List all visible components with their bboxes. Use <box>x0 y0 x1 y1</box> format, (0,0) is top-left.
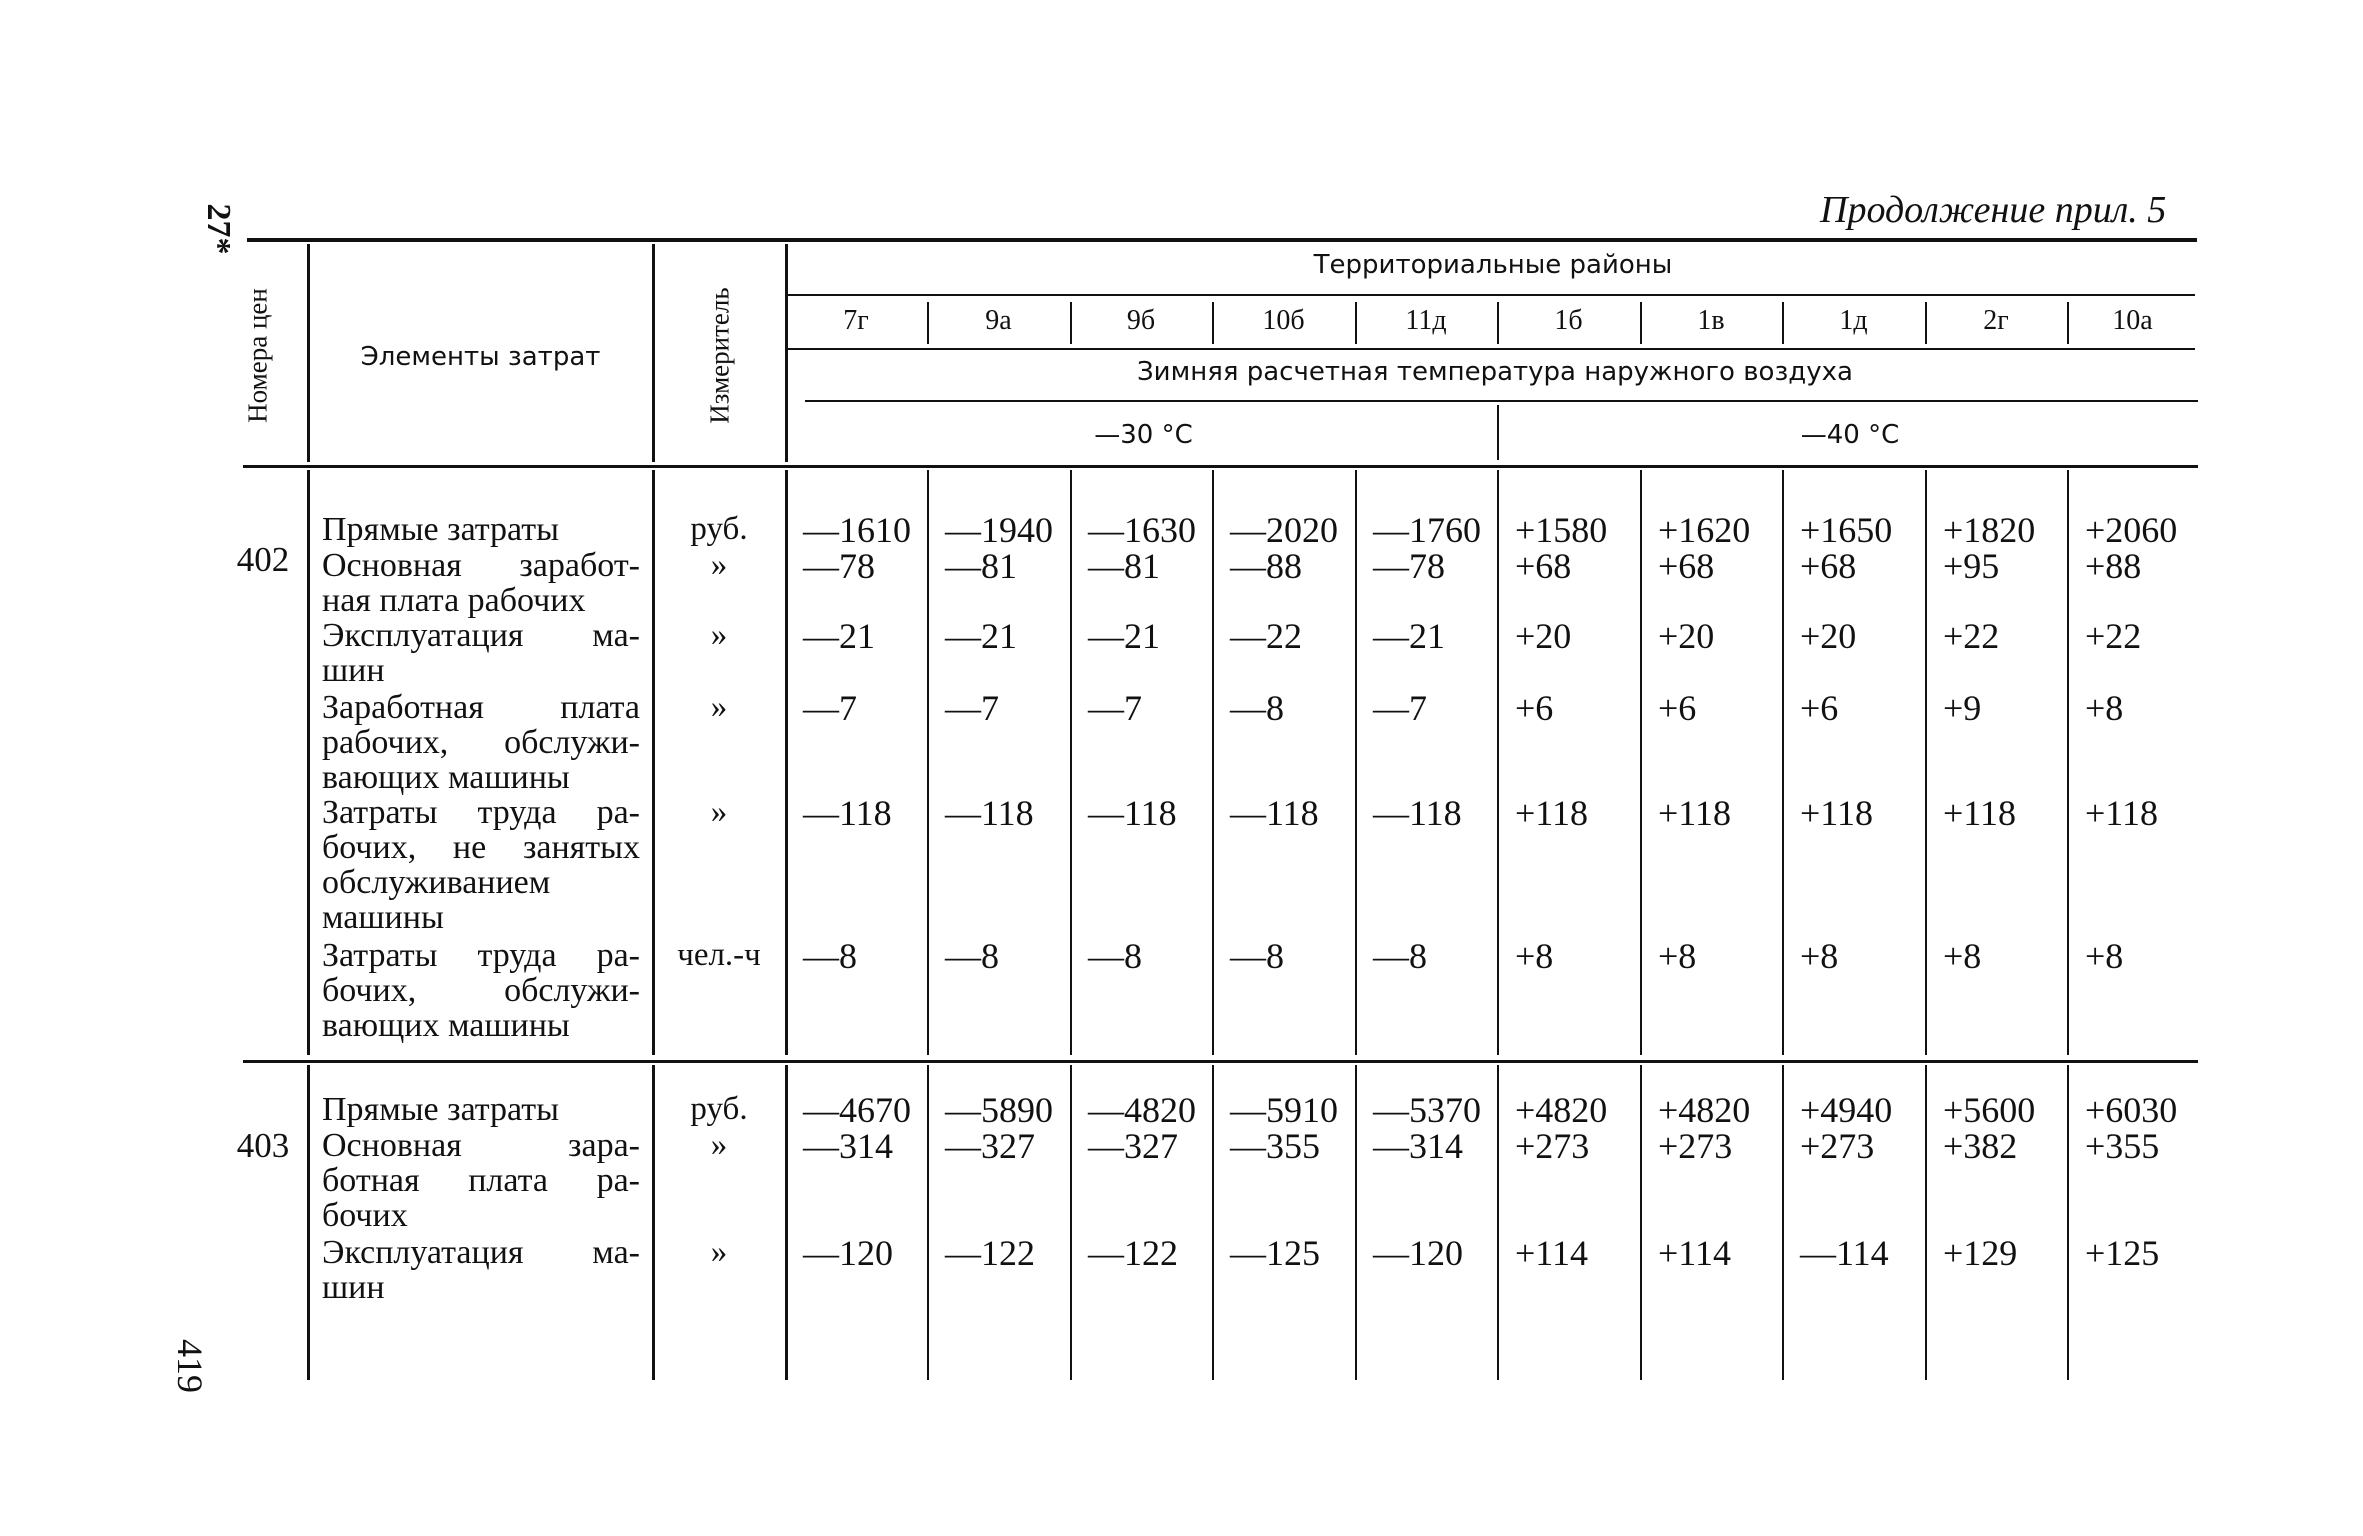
value-cell: —88 <box>1230 546 1302 586</box>
body-col-rule <box>2067 470 2069 1055</box>
value-cell: +114 <box>1515 1233 1588 1273</box>
value-cell: —8 <box>1373 936 1427 976</box>
value-cell: +6 <box>1515 688 1554 728</box>
value-cell: —21 <box>803 616 875 656</box>
value-cell: —114 <box>1800 1233 1889 1273</box>
value-cell: +129 <box>1943 1233 2018 1273</box>
value-cell: —81 <box>945 546 1017 586</box>
value-cell: —21 <box>1088 616 1160 656</box>
cost-element <box>322 795 640 935</box>
value-cell: —4820 <box>1088 1090 1196 1130</box>
value-cell: +1620 <box>1658 510 1751 550</box>
value-cell: —122 <box>945 1233 1035 1273</box>
unit-cell: » <box>710 689 728 725</box>
value-cell: —2020 <box>1230 510 1338 550</box>
value-cell: +273 <box>1658 1126 1733 1166</box>
price-number: 403 <box>236 1126 290 1165</box>
unit-cell: » <box>710 794 728 830</box>
value-cell: +118 <box>1943 793 2016 833</box>
value-cell: +1650 <box>1800 510 1893 550</box>
winter-temp: Зимняя расчетная температура наружного воздуха <box>1137 357 1853 387</box>
value-cell: —22 <box>1230 616 1302 656</box>
side-number-bottom: 419 <box>170 1339 210 1393</box>
value-cell: +8 <box>1943 936 1982 976</box>
value-cell: —21 <box>1373 616 1445 656</box>
value-cell: —118 <box>1373 793 1462 833</box>
value-cell: +355 <box>2085 1126 2160 1166</box>
district-label: 10б <box>1262 305 1305 336</box>
cost-element-line: шин <box>322 652 385 689</box>
value-cell: —314 <box>803 1126 893 1166</box>
district-label: 2г <box>1983 305 2009 336</box>
cost-element-line: вающих машины <box>322 1007 570 1044</box>
value-cell: +118 <box>1800 793 1873 833</box>
body-col-rule <box>1640 470 1642 1055</box>
district-label: 1б <box>1554 305 1583 336</box>
body-col-rule <box>1925 470 1927 1055</box>
body-col-rule <box>2067 1065 2069 1380</box>
value-cell: +8 <box>1515 936 1554 976</box>
body-col-rule <box>1497 1065 1499 1380</box>
value-cell: +22 <box>1943 616 2000 656</box>
unit-cell: » <box>710 617 728 653</box>
value-cell: —120 <box>803 1233 893 1273</box>
cost-element-line: Основная зара- <box>322 1127 640 1164</box>
district-label: 1в <box>1697 305 1725 336</box>
value-cell: —8 <box>945 936 999 976</box>
value-cell: +4940 <box>1800 1090 1893 1130</box>
value-cell: —8 <box>803 936 857 976</box>
value-cell: +9 <box>1943 688 1982 728</box>
body-col-rule <box>307 470 310 1055</box>
cost-element-line: ботная плата ра- <box>322 1162 640 1199</box>
cost-element-line: обслуживанием <box>322 864 551 901</box>
rule-districts <box>785 348 2195 350</box>
cost-element-line: бочих, обслужи- <box>322 972 640 1009</box>
cost-element-line: бочих <box>322 1197 408 1234</box>
cost-element-line: Затраты труда ра- <box>322 794 640 831</box>
price-number: 402 <box>236 540 290 579</box>
cost-element <box>322 1235 640 1305</box>
value-cell: —118 <box>1088 793 1177 833</box>
value-cell: +6030 <box>2085 1090 2178 1130</box>
value-cell: +2060 <box>2085 510 2178 550</box>
value-cell: +8 <box>2085 936 2124 976</box>
value-cell: +22 <box>2085 616 2142 656</box>
cost-element-line: Прямые затраты <box>322 1091 559 1128</box>
value-cell: —7 <box>1088 688 1142 728</box>
cost-element-line: бочих, не занятых <box>322 829 640 866</box>
value-cell: —125 <box>1230 1233 1320 1273</box>
value-cell: +5600 <box>1943 1090 2036 1130</box>
body-col-rule <box>1640 1065 1642 1380</box>
cost-element-line: Прямые затраты <box>322 511 559 548</box>
value-cell: —5910 <box>1230 1090 1338 1130</box>
value-cell: —120 <box>1373 1233 1463 1273</box>
cost-element-line: машины <box>322 899 444 936</box>
value-cell: —8 <box>1230 688 1284 728</box>
col-unit: Измеритель <box>704 287 735 424</box>
district-label: 1д <box>1839 305 1868 336</box>
cost-element <box>322 548 640 618</box>
body-col-rule <box>1355 470 1357 1055</box>
value-cell: +6 <box>1800 688 1839 728</box>
territorial-districts: Территориальные районы <box>1313 250 1673 280</box>
cost-element-line: Затраты труда ра- <box>322 937 640 974</box>
value-cell: +273 <box>1800 1126 1875 1166</box>
district-label: 7г <box>843 305 869 336</box>
value-cell: —5890 <box>945 1090 1053 1130</box>
col-elements: Элементы затрат <box>360 342 601 372</box>
continuation-heading: Продолжение прил. 5 <box>1820 189 2167 231</box>
body-col-rule <box>1070 470 1072 1055</box>
cost-element-line: рабочих, обслужи- <box>322 724 640 761</box>
unit-cell: » <box>710 1234 728 1270</box>
value-cell: —118 <box>803 793 892 833</box>
value-cell: —78 <box>803 546 875 586</box>
value-cell: +8 <box>1800 936 1839 976</box>
value-cell: +6 <box>1658 688 1697 728</box>
body-col-rule <box>1212 470 1214 1055</box>
value-cell: —78 <box>1373 546 1445 586</box>
value-cell: +382 <box>1943 1126 2018 1166</box>
value-cell: +1820 <box>1943 510 2036 550</box>
body-col-rule <box>1212 1065 1214 1380</box>
value-cell: —1630 <box>1088 510 1196 550</box>
district-label: 9б <box>1126 305 1156 336</box>
rule-v-temp <box>1497 405 1499 460</box>
value-cell: —327 <box>945 1126 1035 1166</box>
value-cell: —327 <box>1088 1126 1178 1166</box>
value-cell: +118 <box>1658 793 1731 833</box>
cost-element-line: шин <box>322 1269 385 1306</box>
value-cell: +273 <box>1515 1126 1590 1166</box>
value-cell: +118 <box>1515 793 1588 833</box>
body-col-rule <box>1782 1065 1784 1380</box>
value-cell: +114 <box>1658 1233 1731 1273</box>
body-col-rule <box>1070 1065 1072 1380</box>
value-cell: +8 <box>2085 688 2124 728</box>
body-col-rule <box>1782 470 1784 1055</box>
body-col-rule <box>1925 1065 1927 1380</box>
unit-cell: » <box>710 1127 728 1163</box>
value-cell: —1940 <box>945 510 1053 550</box>
col-price-numbers: Номера цен <box>242 288 273 423</box>
cost-element-line: ная плата рабочих <box>322 582 586 619</box>
cost-element-line: Эксплуатация ма- <box>322 617 640 654</box>
cost-element-line: Эксплуатация ма- <box>322 1234 640 1271</box>
value-cell: +1580 <box>1515 510 1608 550</box>
value-cell: —7 <box>945 688 999 728</box>
value-cell: +20 <box>1515 616 1572 656</box>
value-cell: +8 <box>1658 936 1697 976</box>
unit-cell: чел.-ч <box>677 937 761 973</box>
value-cell: +4820 <box>1658 1090 1751 1130</box>
body-col-rule <box>1355 1065 1357 1380</box>
rule-group-sep <box>243 1060 2198 1063</box>
value-cell: —314 <box>1373 1126 1463 1166</box>
value-cell: +88 <box>2085 546 2142 586</box>
value-cell: +95 <box>1943 546 2000 586</box>
rule-header-bottom <box>243 465 2198 468</box>
value-cell: +68 <box>1658 546 1715 586</box>
body-col-rule <box>1497 470 1499 1055</box>
body-col-rule <box>927 1065 929 1380</box>
value-cell: —81 <box>1088 546 1160 586</box>
value-cell: —21 <box>945 616 1017 656</box>
unit-cell: руб. <box>690 1091 748 1127</box>
body-col-rule <box>785 1065 788 1380</box>
value-cell: —1760 <box>1373 510 1481 550</box>
district-label: 10а <box>2112 305 2153 336</box>
cost-element <box>322 1128 640 1233</box>
cost-element <box>322 1092 640 1127</box>
value-cell: —5370 <box>1373 1090 1481 1130</box>
unit-cell: » <box>710 547 728 583</box>
value-cell: +20 <box>1800 616 1857 656</box>
value-cell: +125 <box>2085 1233 2160 1273</box>
rule-territorial <box>785 294 2195 296</box>
temp-minus40: —40 °С <box>1800 420 1900 450</box>
district-label: 9а <box>985 305 1012 336</box>
value-cell: —355 <box>1230 1126 1320 1166</box>
cost-element <box>322 512 640 547</box>
temp-minus30: —30 °С <box>1094 420 1193 450</box>
value-cell: +68 <box>1800 546 1857 586</box>
value-cell: +4820 <box>1515 1090 1608 1130</box>
value-cell: —122 <box>1088 1233 1178 1273</box>
value-cell: —7 <box>803 688 857 728</box>
cost-element <box>322 618 640 688</box>
value-cell: —118 <box>1230 793 1319 833</box>
value-cell: +20 <box>1658 616 1715 656</box>
value-cell: —8 <box>1230 936 1284 976</box>
cost-element <box>322 690 640 795</box>
cost-element-line: Основная заработ- <box>322 547 640 584</box>
rule-winter <box>805 400 2198 402</box>
value-cell: —8 <box>1088 936 1142 976</box>
value-cell: —4670 <box>803 1090 911 1130</box>
value-cell: +118 <box>2085 793 2158 833</box>
body-col-rule <box>927 470 929 1055</box>
district-label: 11д <box>1405 305 1447 336</box>
side-number-top: 27* <box>200 203 237 255</box>
value-cell: +68 <box>1515 546 1572 586</box>
body-col-rule <box>785 470 788 1055</box>
cost-element <box>322 938 640 1043</box>
rule-top <box>247 238 2197 242</box>
cost-element-line: вающих машины <box>322 759 570 796</box>
value-cell: —7 <box>1373 688 1427 728</box>
value-cell: —1610 <box>803 510 911 550</box>
cost-element-line: Заработная плата <box>322 689 640 726</box>
unit-cell: руб. <box>690 511 748 547</box>
value-cell: —118 <box>945 793 1034 833</box>
body-col-rule <box>307 1065 310 1380</box>
